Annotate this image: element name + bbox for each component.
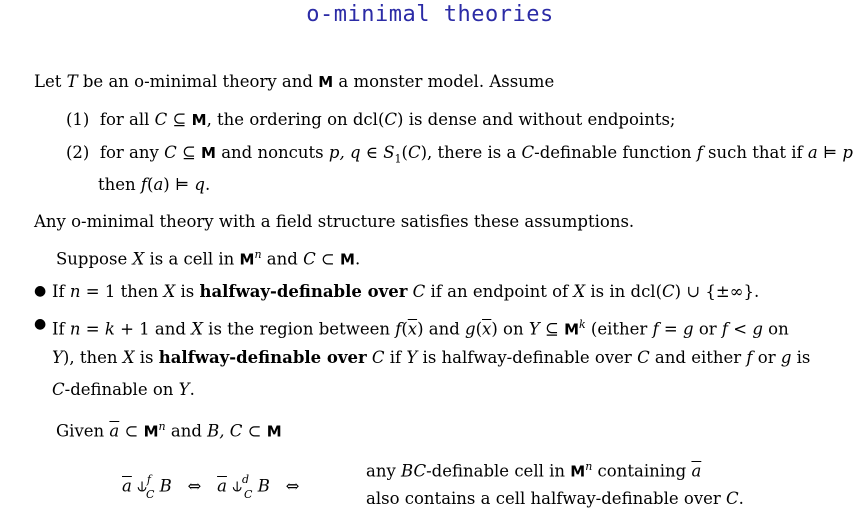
- assumption-1: (1) for all C ⊆ M, the ordering on dcl(C) is dense and without endpoints;: [66, 110, 676, 129]
- forking-independence-symbol: ⫝$^f_C$: [137, 473, 155, 501]
- field-note: Any o-minimal theory with a field structure satisfies these assumptions.: [34, 212, 635, 231]
- intro-rendered: Let T be an o-minimal theory and M a monster model. Assume: [34, 72, 555, 91]
- slide-title: o-minimal theories: [306, 2, 554, 27]
- bullet-1: If n = 1 then X is halfway-definable over C if an endpoint of X is in dcl(C) ∪ {±∞}.: [52, 282, 760, 301]
- equivalence-right-line-1: any BC-definable cell in $M^n$ containing $\overline{a}$: [366, 460, 702, 481]
- equivalence-left: $\overline{a}$ ⫝$^f_C$ B ⇔ $\overline{a}$ ⫝$^d_C$ B ⇔: [122, 470, 299, 505]
- assumption-2-line-2: then f(a) ⊨ q.: [98, 175, 211, 194]
- bullet-1-marker: ●: [34, 283, 47, 299]
- bullet-2-line-1: If n = k + 1 and X is the region between $f(\overline{x})$ and $g(\overline{x})$ on Y ⊆ $M^k$ (either f = g or f < g on: [52, 318, 789, 339]
- bullet-2-line-3: C-definable on Y.: [52, 380, 195, 399]
- given-text: Given $\overline{a}$ ⊂ $M^n$ and B, C ⊂ M: [56, 420, 282, 441]
- dividing-independence-symbol: ⫝$^d_C$: [232, 473, 253, 501]
- suppose-text: Suppose X is a cell in $M^n$ and C ⊂ M.: [56, 248, 361, 269]
- equivalence-right-line-2: also contains a cell halfway-definable over C.: [366, 489, 744, 508]
- assumption-2-line-1: (2) for any C ⊆ M and noncuts p, q ∈ $S_1(C)$, there is a C-definable function f such that if a ⊨ p: [66, 143, 853, 166]
- bullet-2-line-2: Y), then X is halfway-definable over C if Y is halfway-definable over C and either f or g is: [52, 348, 811, 367]
- bullet-2-marker: ●: [34, 316, 47, 332]
- intro-text: [34, 70, 554, 94]
